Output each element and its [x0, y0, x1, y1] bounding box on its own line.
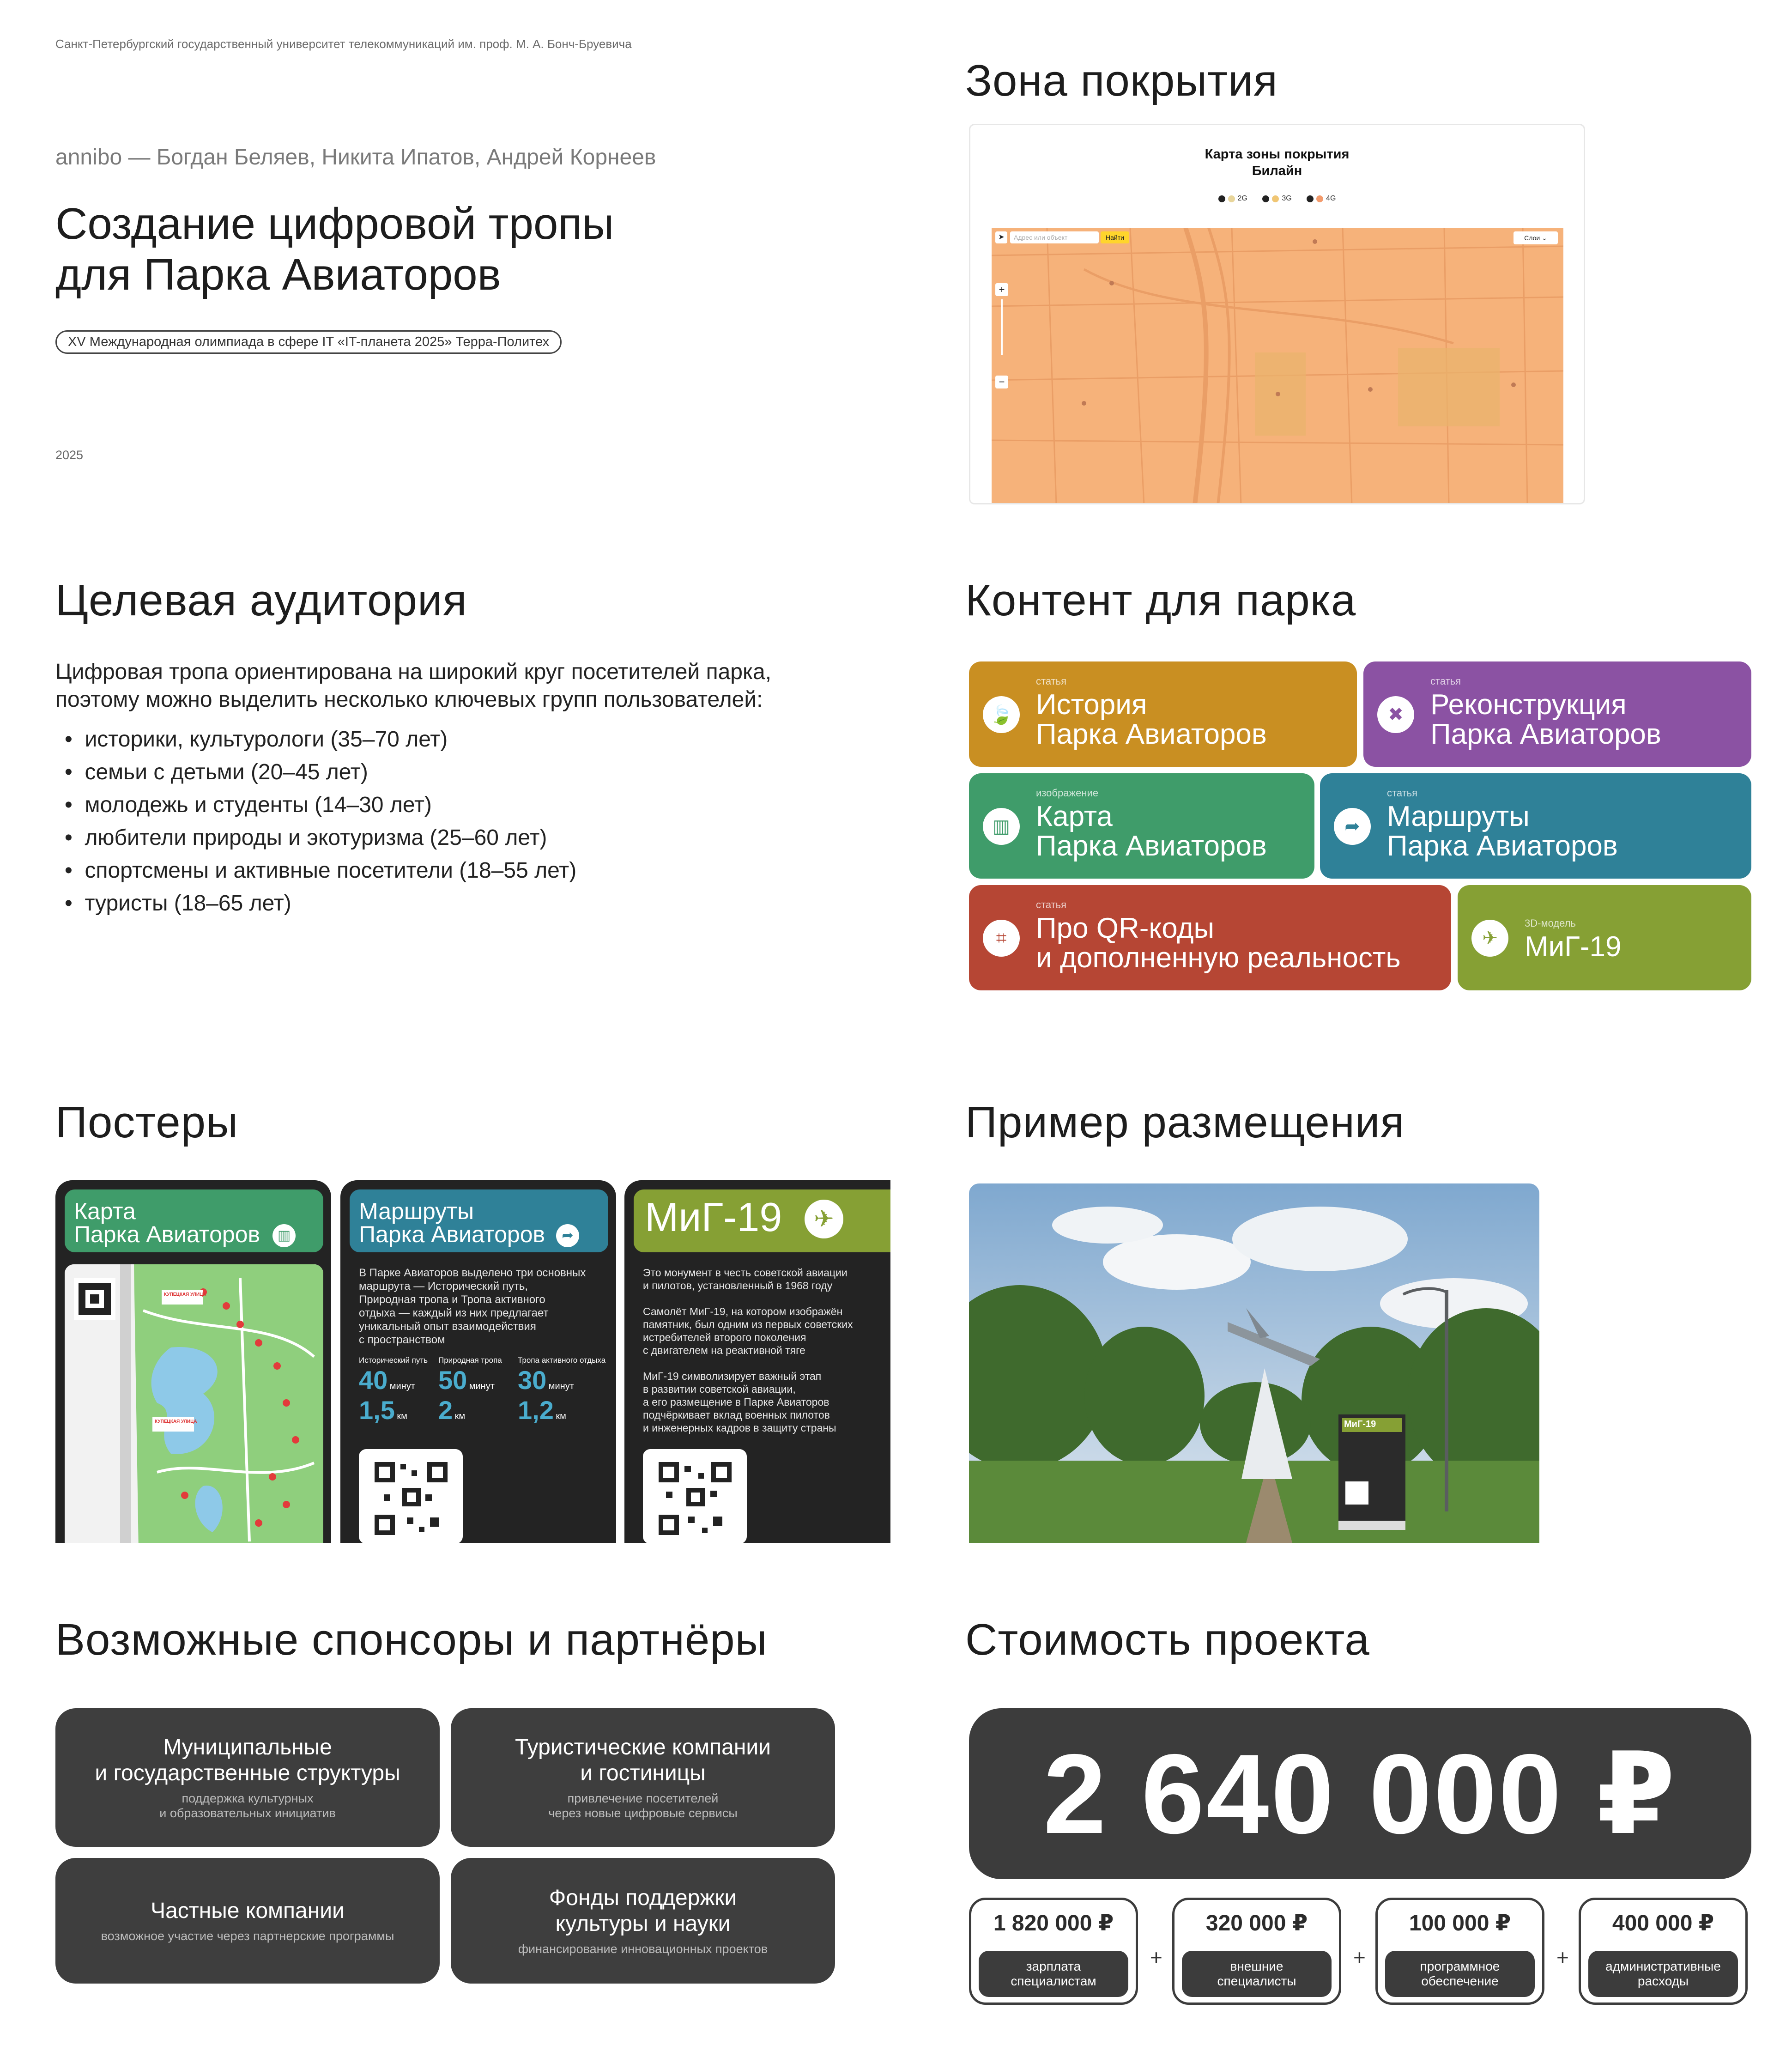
- list-item: • туристы (18–65 лет): [65, 891, 291, 916]
- tile-routes[interactable]: [1320, 773, 1751, 879]
- poster-routes: [340, 1180, 616, 1543]
- list-item: • любители природы и экотуризма (25–60 лет): [65, 825, 547, 850]
- sponsor-desc: возможное участие через партнерские программы: [101, 1929, 394, 1943]
- poster-map: [55, 1180, 331, 1543]
- list-item: • историки, культурологи (35–70 лет): [65, 727, 448, 752]
- park-map-image: [65, 1264, 323, 1543]
- route-stat: Природная тропа 50 минут 2 км: [438, 1356, 502, 1425]
- cost-value: 1 820 000 ₽: [993, 1911, 1114, 1936]
- tile-title: МиГ-19: [1525, 931, 1622, 963]
- poster-title: МиГ-19: [645, 1194, 782, 1240]
- cost-item: [1375, 1898, 1544, 2005]
- poster-header: [634, 1189, 890, 1252]
- layers-label: Слои: [1524, 234, 1540, 242]
- map-search-input[interactable]: Адрес или объект: [1010, 231, 1099, 243]
- legend-3g-swatch: [1272, 195, 1279, 202]
- tile-title: Карта Парка Авиаторов: [1036, 801, 1267, 862]
- map-streets: [992, 228, 1563, 504]
- list-item: • семьи с детьми (20–45 лет): [65, 760, 368, 784]
- poster-mig19: [624, 1180, 890, 1543]
- content-heading: Контент для парка: [965, 576, 1356, 625]
- map-icon: ▥: [272, 1224, 296, 1247]
- zoom-out-button[interactable]: −: [995, 376, 1008, 388]
- sponsor-card: [451, 1708, 835, 1847]
- tools-icon: ✖: [1377, 696, 1414, 733]
- sponsors-heading: Возможные спонсоры и партнёры: [55, 1615, 768, 1664]
- year-label: 2025: [55, 448, 84, 462]
- street-label: КУПЕЦКАЯ УЛИЦА: [155, 1419, 197, 1424]
- cost-label: программное обеспечение: [1385, 1951, 1535, 1997]
- sponsor-card: [55, 1858, 440, 1984]
- routes-stats: [359, 1356, 608, 1425]
- tile-mig19[interactable]: [1458, 885, 1751, 990]
- tile-title: Маршруты Парка Авиаторов: [1387, 801, 1618, 862]
- sponsor-title: Частные компании: [151, 1899, 345, 1923]
- map-legend: [970, 194, 1584, 205]
- locate-icon[interactable]: ➤: [995, 231, 1007, 243]
- audience-list: [65, 723, 576, 920]
- cost-heading: Стоимость проекта: [965, 1615, 1370, 1664]
- cost-label: внешние специалисты: [1182, 1951, 1332, 1997]
- cost-value: 400 000 ₽: [1612, 1911, 1714, 1936]
- tile-reconstruction[interactable]: [1363, 661, 1751, 767]
- university-name: Санкт-Петербургский государственный университет телекоммуникаций им. проф. М. А. Бонч-Бруевича: [55, 37, 632, 51]
- list-item: • молодежь и студенты (14–30 лет): [65, 793, 432, 817]
- plus-sign: +: [1353, 1945, 1366, 1969]
- sponsor-card: [55, 1708, 440, 1847]
- stand-label: МиГ-19: [1344, 1419, 1376, 1429]
- legend-2g: 2G: [1218, 194, 1247, 203]
- olympiad-badge: XV Международная олимпиада в сфере IT «IT-планета 2025» Терра-Политех: [55, 330, 562, 354]
- audience-heading: Целевая аудитория: [55, 576, 467, 625]
- cost-item: [1172, 1898, 1341, 2005]
- tile-category: 3D-модель: [1525, 917, 1576, 929]
- legend-3g: 3G: [1262, 194, 1291, 203]
- street-label: КУПЕЦКАЯ УЛИЦА: [164, 1292, 206, 1297]
- page-title: Создание цифровой тропы для Парка Авиаторов: [55, 199, 614, 299]
- zoom-in-button[interactable]: +: [995, 283, 1008, 296]
- legend-2g-swatch: [1228, 195, 1235, 202]
- cost-item: [969, 1898, 1138, 2005]
- map-icon: ▥: [983, 808, 1020, 845]
- tile-history[interactable]: [969, 661, 1357, 767]
- map-title: Карта зоны покрытия Билайн: [1205, 147, 1350, 178]
- qr-code[interactable]: [359, 1449, 463, 1543]
- route-icon: ➦: [556, 1224, 579, 1247]
- plus-sign: +: [1150, 1945, 1162, 1969]
- qr-code-pattern: [659, 1462, 732, 1535]
- qr-code[interactable]: [643, 1449, 747, 1543]
- tile-map[interactable]: [969, 773, 1314, 879]
- plus-sign: +: [1556, 1945, 1569, 1969]
- placement-heading: Пример размещения: [965, 1098, 1405, 1147]
- route-stat: Тропа активного отдыха 30 минут 1,2 км: [518, 1356, 606, 1425]
- sponsor-desc: привлечение посетителей через новые цифровые сервисы: [548, 1791, 738, 1820]
- park-map-drawing: [65, 1264, 323, 1543]
- sponsor-title: Муниципальные и государственные структуры: [95, 1735, 400, 1785]
- sponsor-desc: поддержка культурных и образовательных инициатив: [159, 1791, 336, 1820]
- tile-qr-ar[interactable]: [969, 885, 1451, 990]
- team-line: annibo — Богдан Беляев, Никита Ипатов, Андрей Корнеев: [55, 145, 656, 170]
- tile-category: статья: [1430, 675, 1461, 687]
- cost-value: 100 000 ₽: [1409, 1911, 1511, 1936]
- cost-value: 320 000 ₽: [1205, 1911, 1308, 1936]
- placement-photo: [969, 1183, 1539, 1543]
- list-item: • спортсмены и активные посетители (18–55 лет): [65, 858, 577, 883]
- map-search-button[interactable]: Найти: [1101, 231, 1129, 243]
- audience-intro: Цифровая тропа ориентирована на широкий круг посетителей парка, поэтому можно выделить несколько ключевых групп пользователей:: [55, 660, 772, 712]
- mig-description: Это монумент в честь советской авиации и пилотов, установленный в 1968 году Самолёт МиГ-19, на котором изображён памятник, был одним из первых советских истребителей второго поколения с двигателем на реактивной тяге МиГ-19 символизирует важный этап в развитии советской авиации, а его размещение в Парке Авиаторов подчёркивает вклад военных пилотов и инженерных кадров в защиту страны: [643, 1267, 853, 1434]
- route-stat: Исторический путь 40 минут 1,5 км: [359, 1356, 428, 1425]
- tile-category: изображение: [1036, 787, 1099, 799]
- legend-4g-swatch: [1316, 195, 1323, 202]
- coverage-map-card: [969, 124, 1585, 504]
- posters-heading: Постеры: [55, 1098, 239, 1147]
- sponsor-title: Фонды поддержки культуры и науки: [549, 1886, 737, 1936]
- poster-title: Карта Парка Авиаторов: [74, 1198, 260, 1247]
- legend-4g: 4G: [1307, 194, 1336, 203]
- route-icon: ➦: [1334, 808, 1371, 845]
- sponsor-desc: финансирование инновационных проектов: [518, 1942, 768, 1956]
- tile-category: статья: [1036, 899, 1067, 910]
- plane-icon: ✈: [1471, 920, 1508, 957]
- sponsor-title: Туристические компании и гостиницы: [515, 1735, 771, 1785]
- qr-code-pattern: [375, 1462, 448, 1535]
- plane-icon: ✈: [805, 1200, 843, 1238]
- placement-photo-drawing: [969, 1183, 1539, 1543]
- sponsor-card: [451, 1858, 835, 1984]
- routes-description: В Парке Авиаторов выделено три основных маршрута — Исторический путь, Природная тропа и Тропа активного отдыха — каждый из них предлагает уникальный опыт взаимодействия с пространством: [359, 1267, 586, 1346]
- tile-category: статья: [1036, 675, 1067, 687]
- cost-label: зарплата специалистам: [979, 1951, 1128, 1997]
- tile-title: История Парка Авиаторов: [1036, 689, 1267, 750]
- cost-item: [1579, 1898, 1748, 2005]
- qr-scan-icon: ⌗: [983, 920, 1020, 957]
- leaf-icon: 🍃: [983, 696, 1020, 733]
- poster-title: Маршруты Парка Авиаторов: [359, 1198, 545, 1247]
- tile-category: статья: [1387, 787, 1418, 799]
- layers-button[interactable]: Слои ⌄: [1514, 231, 1558, 244]
- total-cost: 2 640 000 ₽: [969, 1708, 1751, 1879]
- zoom-slider[interactable]: [1001, 299, 1003, 355]
- coverage-map[interactable]: [992, 228, 1563, 504]
- tile-title: Про QR-коды и дополненную реальность: [1036, 912, 1401, 974]
- tile-title: Реконструкция Парка Авиаторов: [1430, 689, 1661, 750]
- cost-label: административные расходы: [1588, 1951, 1738, 1997]
- coverage-heading: Зона покрытия: [965, 56, 1278, 105]
